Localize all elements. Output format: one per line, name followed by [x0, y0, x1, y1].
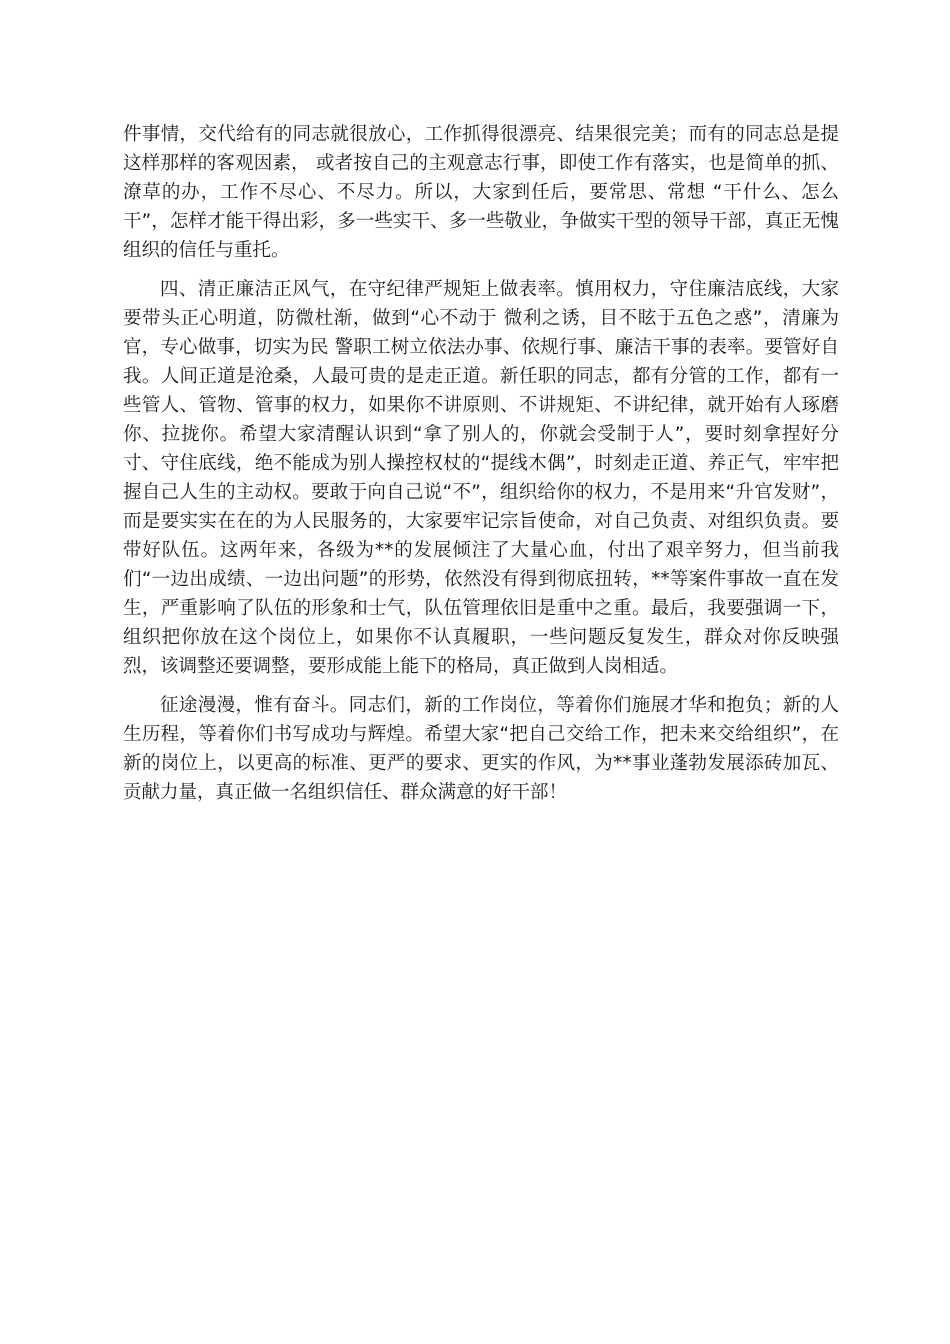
paragraph-continuation: 件事情，交代给有的同志就很放心，工作抓得很漂亮、结果很完美；而有的同志总是提这样那样的客观因素， 或者按自己的主观意志行事，即使工作有落实，也是简单的抓、潦草的办，工作不尽心、不尽力。所以，大家到任后，要常思、常想 “干什么、怎么干”，怎样才能干得出彩，多一些实干、多一些敬业，争做实干型的领导干部，真正无愧组织的信任与重托。	[123, 124, 839, 261]
document-body	[123, 120, 839, 817]
paragraph-section-four: 四、清正廉洁正风气，在守纪律严规矩上做表率。慎用权力，守住廉洁底线，大家要带头正心明道，防微杜渐，做到“心不动于 微利之诱，目不眩于五色之惑”，清廉为官，专心做事，切实为民 警职工树立依法办事、依规行事、廉洁干事的表率。要管好自我。人间正道是沧桑，人最可贵的是走正道。新任职的同志，都有分管的工作，都有一些管人、管物、管事的权力，如果你不讲原则、不讲规矩、不讲纪律，就开始有人琢磨你、拉拢你。希望大家清醒认识到“拿了别人的，你就会受制于人”，要时刻拿捏好分寸、守住底线，绝不能成为别人操控权杖的“提线木偶”，时刻走正道、养正气，牢牢把握自己人生的主动权。要敢于向自己说“不”，组织给你的权力，不是用来“升官发财”，而是要实实在在的为人民服务的，大家要牢记宗旨使命，对自己负责、对组织负责。要带好队伍。这两年来，各级为**的发展倾注了大量心血，付出了艰辛努力，但当前我们“一边出成绩、一边出问题”的形势，依然没有得到彻底扭转，**等案件事故一直在发生，严重影响了队伍的形象和士气，队伍管理依旧是重中之重。最后，我要强调一下，组织把你放在这个岗位上，如果你不认真履职，一些问题反复发生，群众对你反映强烈，该调整还要调整，要形成能上能下的格局，真正做到人岗相适。	[123, 279, 839, 677]
paragraph-closing: 征途漫漫，惟有奋斗。同志们，新的工作岗位，等着你们施展才华和抱负；新的人生历程，等着你们书写成功与辉煌。希望大家“把自己交给工作，把未来交给组织”，在新的岗位上，以更高的标准、更严的要求、更实的作风，为**事业蓬勃发展添砖加瓦、贡献力量，真正做一名组织信任、群众满意的好干部！	[123, 695, 839, 803]
